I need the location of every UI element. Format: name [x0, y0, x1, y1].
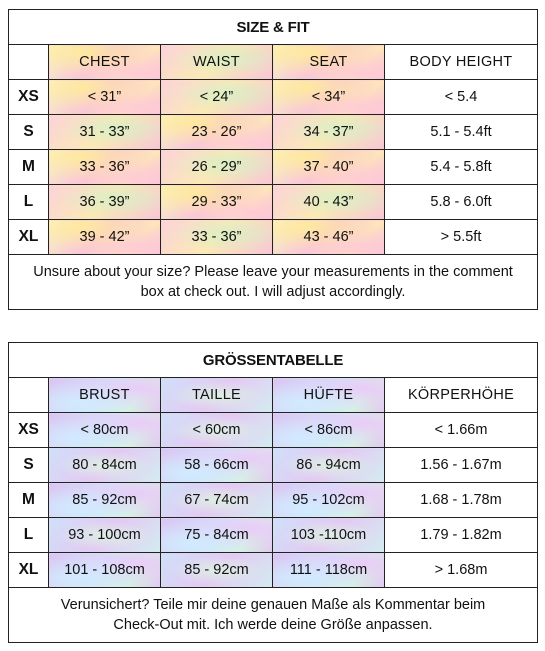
header-row: [9, 378, 538, 413]
corner-cell: [9, 378, 49, 413]
col-header-koerperhoehe: KÖRPERHÖHE: [385, 378, 538, 413]
table-row: [9, 220, 538, 255]
col-header-body-height: BODY HEIGHT: [385, 45, 538, 80]
size-label: S: [9, 115, 49, 150]
seat-cell: 40 - 43”: [273, 185, 385, 220]
table-row: [9, 518, 538, 553]
groessentabelle-table: [8, 342, 538, 643]
size-fit-title: SIZE & FIT: [9, 10, 538, 45]
koerperhoehe-cell: 1.56 - 1.67m: [385, 448, 538, 483]
taille-cell: 58 - 66cm: [161, 448, 273, 483]
chest-cell: 39 - 42”: [49, 220, 161, 255]
koerperhoehe-cell: 1.68 - 1.78m: [385, 483, 538, 518]
waist-cell: 23 - 26”: [161, 115, 273, 150]
col-header-brust: BRUST: [49, 378, 161, 413]
table-row: [9, 150, 538, 185]
height-cell: < 5.4: [385, 80, 538, 115]
seat-cell: 43 - 46”: [273, 220, 385, 255]
taille-cell: 75 - 84cm: [161, 518, 273, 553]
col-header-chest: CHEST: [49, 45, 161, 80]
seat-cell: 37 - 40”: [273, 150, 385, 185]
waist-cell: < 24”: [161, 80, 273, 115]
table-row: [9, 448, 538, 483]
header-row: [9, 45, 538, 80]
corner-cell: [9, 45, 49, 80]
brust-cell: 80 - 84cm: [49, 448, 161, 483]
size-note-line2: box at check out. I will adjust accordingly.: [140, 284, 406, 300]
taille-cell: 67 - 74cm: [161, 483, 273, 518]
waist-cell: 33 - 36”: [161, 220, 273, 255]
seat-cell: < 34”: [273, 80, 385, 115]
koerperhoehe-cell: 1.79 - 1.82m: [385, 518, 538, 553]
col-header-taille: TAILLE: [161, 378, 273, 413]
table-row: [9, 185, 538, 220]
brust-cell: < 80cm: [49, 413, 161, 448]
size-note: [9, 255, 538, 310]
size-label: XL: [9, 220, 49, 255]
size-label: XS: [9, 80, 49, 115]
groessen-note-line2: Check-Out mit. Ich werde deine Größe anpassen.: [113, 617, 433, 633]
koerperhoehe-cell: > 1.68m: [385, 553, 538, 588]
huefte-cell: < 86cm: [273, 413, 385, 448]
chest-cell: 36 - 39”: [49, 185, 161, 220]
brust-cell: 93 - 100cm: [49, 518, 161, 553]
height-cell: > 5.5ft: [385, 220, 538, 255]
groessen-note-line1: Verunsichert? Teile mir deine genauen Maße als Kommentar beim: [60, 597, 486, 613]
height-cell: 5.1 - 5.4ft: [385, 115, 538, 150]
huefte-cell: 95 - 102cm: [273, 483, 385, 518]
chest-cell: < 31”: [49, 80, 161, 115]
col-header-seat: SEAT: [273, 45, 385, 80]
groessen-note: [9, 588, 538, 643]
table-row: [9, 80, 538, 115]
size-label: L: [9, 185, 49, 220]
seat-cell: 34 - 37”: [273, 115, 385, 150]
size-label: XS: [9, 413, 49, 448]
huefte-cell: 111 - 118cm: [273, 553, 385, 588]
brust-cell: 101 - 108cm: [49, 553, 161, 588]
size-label: M: [9, 150, 49, 185]
taille-cell: 85 - 92cm: [161, 553, 273, 588]
koerperhoehe-cell: < 1.66m: [385, 413, 538, 448]
huefte-cell: 86 - 94cm: [273, 448, 385, 483]
groessentabelle-title: GRÖSSENTABELLE: [9, 343, 538, 378]
size-label: L: [9, 518, 49, 553]
table-row: [9, 483, 538, 518]
huefte-cell: 103 -110cm: [273, 518, 385, 553]
height-cell: 5.4 - 5.8ft: [385, 150, 538, 185]
chest-cell: 31 - 33”: [49, 115, 161, 150]
size-fit-table: [8, 9, 538, 310]
col-header-huefte: HÜFTE: [273, 378, 385, 413]
waist-cell: 26 - 29”: [161, 150, 273, 185]
table-row: [9, 115, 538, 150]
table-row: [9, 413, 538, 448]
size-note-line1: Unsure about your size? Please leave your measurements in the comment: [33, 264, 513, 280]
size-label: XL: [9, 553, 49, 588]
height-cell: 5.8 - 6.0ft: [385, 185, 538, 220]
size-label: S: [9, 448, 49, 483]
brust-cell: 85 - 92cm: [49, 483, 161, 518]
chest-cell: 33 - 36”: [49, 150, 161, 185]
size-label: M: [9, 483, 49, 518]
taille-cell: < 60cm: [161, 413, 273, 448]
table-row: [9, 553, 538, 588]
col-header-waist: WAIST: [161, 45, 273, 80]
waist-cell: 29 - 33”: [161, 185, 273, 220]
